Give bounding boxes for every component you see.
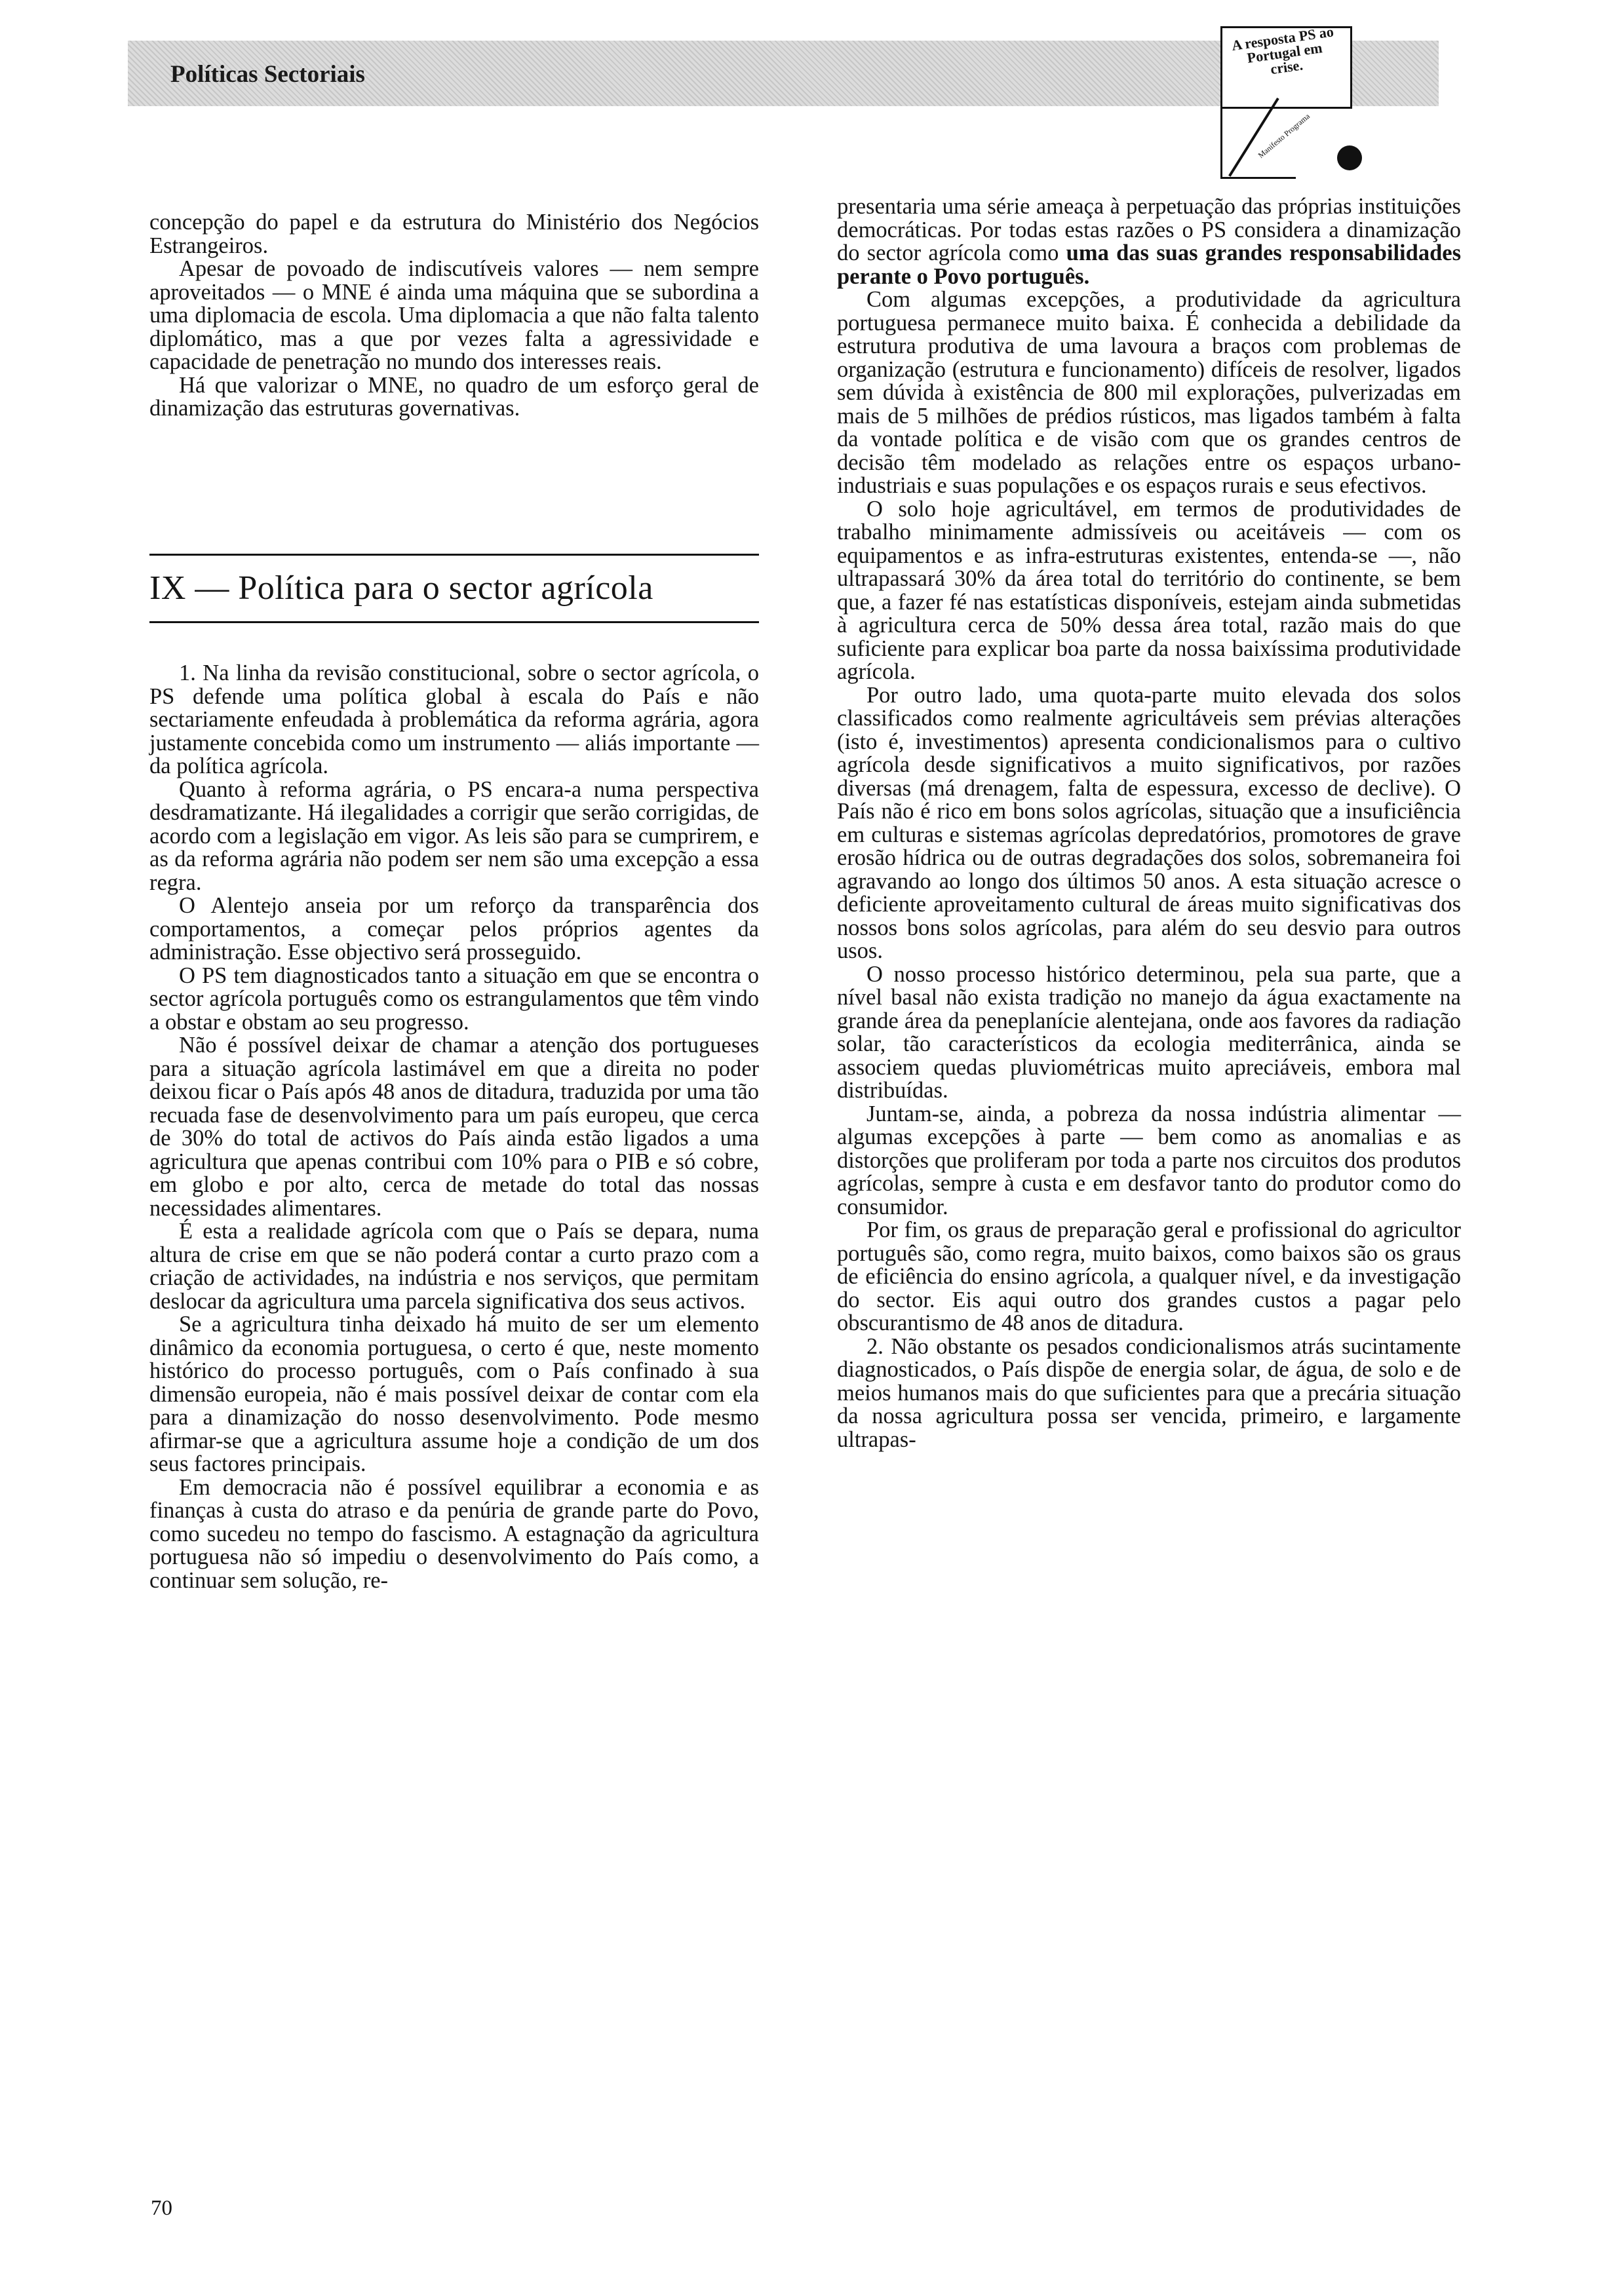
paragraph: Não é possível deixar de chamar a atenção dos portugueses para a situação agrícola lastimável em que a direita no poder deixou ficar o País após 48 anos de ditadura, traduzida por uma tão recuada fase de desenvolvimento para um país europeu, que cerca de 30% do total de activos do País ainda estão ligados a uma agricultura que apenas contribui com 10% para o PIB e só cobre, em globo e por alto, cerca de metade do total das nossas necessidades alimentares. [149,1033,759,1221]
section-rule-bottom [149,621,759,623]
paragraph: Por fim, os graus de preparação geral e profissional do agricultor português são, como regra, muito baixos, como baixos são os graus de eficiência do ensino agrícola, a qualquer nível, e da investigação do sector. Eis aqui outro dos grandes custos a pagar pelo obscurantismo de 48 anos de ditadura. [837,1217,1461,1335]
section-title: IX — Política para o sector agrícola [149,569,653,607]
paragraph: Apesar de povoado de indiscutíveis valores — nem sempre aproveitados — o MNE é ainda uma máquina que se subordina a uma diplomacia de escola. Uma diplomacia a que não falta talento diplomático, mas a que por vezes falta a agressividade e capacidade de penetração no mundo dos interesses reais. [149,256,759,374]
paragraph: O nosso processo histórico determinou, pela sua parte, que a nível basal não exista tradição no manejo da água exactamente na grande área da peneplanície alentejana, onde aos favores da radiação solar, tão característicos da ecologia mediterrânica, ainda se associem quedas pluviométricas muito apreciáveis, embora mal distribuídas. [837,961,1461,1103]
running-header-title: Políticas Sectoriais [170,61,365,88]
paragraph: Se a agricultura tinha deixado há muito de ser um elemento dinâmico da economia portuguesa, o certo é que, neste momento histórico do processo português, com o País confinado à sua dimensão europeia, não é mais possível deixar de contar com ela para a dinamização do nosso desenvolvimento. Pode mesmo afirmar-se que a agricultura assume hoje a condição de um dos seus factores principais. [149,1312,759,1476]
right-column [837,195,1461,1451]
paragraph: Com algumas excepções, a produtividade da agricultura portuguesa permanece muito baixa. É conhecida a debilidade da estrutura produtiva de uma lavoura a braços com problemas de organização (estrutura e funcionamento) difíceis de resolver, ligados sem dúvida à existência de 800 mil explorações, pulverizadas em mais de 5 milhões de prédios rústicos, mas ligados também à falta da vontade política e de visão com que os grandes centros de decisão têm modelado as relações entre os espaços urbano-industriais e suas populações e os espaços rurais e seus efectivos. [837,287,1461,498]
party-emblem-icon [1337,145,1362,170]
paragraph: 2. Não obstante os pesados condicionalismos atrás sucintamente diagnosticados, o País dispõe de energia solar, de água, de solo e de meios humanos mais do que suficientes para que a precária situação da nossa agricultura possa ser vencida, primeiro, e largamente ultrapas- [837,1333,1461,1452]
paragraph: O solo hoje agricultável, em termos de produtividades de trabalho minimamente admissíveis ou aceitáveis — com os equipamentos e as infra-estruturas existentes, entenda-se —, não ultrapassará 30% da área total do território do continente, se bem que, a fazer fé nas estatísticas disponíveis, estejam ainda submetidas à agricultura cerca de 50% dessa área total, razão mais do que suficiente para explicar boa parte da nossa baixíssima produtividade agrícola. [837,496,1461,684]
logo-text: A resposta PS ao Portugal em crise. [1230,23,1335,78]
paragraph: Em democracia não é possível equilibrar a economia e as finanças à custa do atraso e da penúria de grande parte do Povo, como sucedeu no tempo do fascismo. A estagnação da agricultura portuguesa não só impediu o desenvolvimento do País como, a continuar sem solução, re- [149,1474,759,1593]
paragraph: Quanto à reforma agrária, o PS encara-a numa perspectiva desdramatizante. Há ilegalidades a corrigir que serão corrigidas, de acordo com a legislação em vigor. As leis são para se cumprirem, e as da reforma agrária não podem ser nem são uma excepção a essa regra. [149,776,759,895]
paragraph: concepção do papel e da estrutura do Ministério dos Negócios Estrangeiros. [149,210,759,258]
left-column-body [149,662,759,1592]
paragraph: 1. Na linha da revisão constitucional, sobre o sector agrícola, o PS defende uma política global à escala do País e não sectariamente enfeudada à problemática da reforma agrária, agora justamente concebida como um instrumento — aliás importante — da política agrícola. [149,660,759,778]
paragraph-text: presentaria uma série ameaça à perpetuação das próprias instituições democráticas. Por todas estas razões o PS considera a dinamização do sector agrícola como [837,194,1461,265]
paragraph: Por outro lado, uma quota-parte muito elevada dos solos classificados como realmente agricultáveis sem prévias alterações (isto é, investimentos) apresenta condicionalismos para o cultivo agrícola desde significativos a muito significativos, por razões diversas (má drenagem, falta de espessura, excesso de declive). O País não é rico em bons solos agrícolas, situação que a insuficiência em culturas e sistemas agrícolas depredatórios, promotores de grave erosão hídrica ou de outras degradações dos solos, sobremaneira foi agravando ao longo dos últimos 50 anos. A esta situação acresce o deficiente aproveitamento cultural de áreas muito significativas dos nossos bons solos agrícolas, para além do seu desvio para outros usos. [837,682,1461,963]
section-rule-top [149,554,759,556]
paragraph: O Alentejo anseia por um reforço da transparência dos comportamentos, a começar pelos próprios agentes da administração. Esse objectivo será prosseguido. [149,893,759,965]
paragraph: O PS tem diagnosticados tanto a situação em que se encontra o sector agrícola português como os estrangulamentos que têm vindo a obstar e obstam ao seu progresso. [149,963,759,1035]
paragraph: Há que valorizar o MNE, no quadro de um esforço geral de dinamização das estruturas governativas. [149,372,759,421]
paragraph: É esta a realidade agrícola com que o País se depara, numa altura de crise em que se não poderá contar a curto prazo com a criação de actividades, na indústria e nos serviços, que permitam deslocar da agricultura uma parcela significativa dos seus activos. [149,1219,759,1314]
page-number: 70 [151,2196,172,2220]
logo-small-text: Manifesto Programa [1256,111,1312,161]
paragraph [837,195,1461,288]
paragraph: Juntam-se, ainda, a pobreza da nossa indústria alimentar — algumas excepções à parte — bem como as anomalias e as distorções que proliferam por toda a parte nos circuitos dos produtos agrícolas, sempre à custa e em desfavor tanto do produtor como do consumidor. [837,1101,1461,1219]
left-column-top [149,211,759,421]
emphasis-text: uma das suas grandes responsabilidades perante o Povo português. [837,240,1462,289]
